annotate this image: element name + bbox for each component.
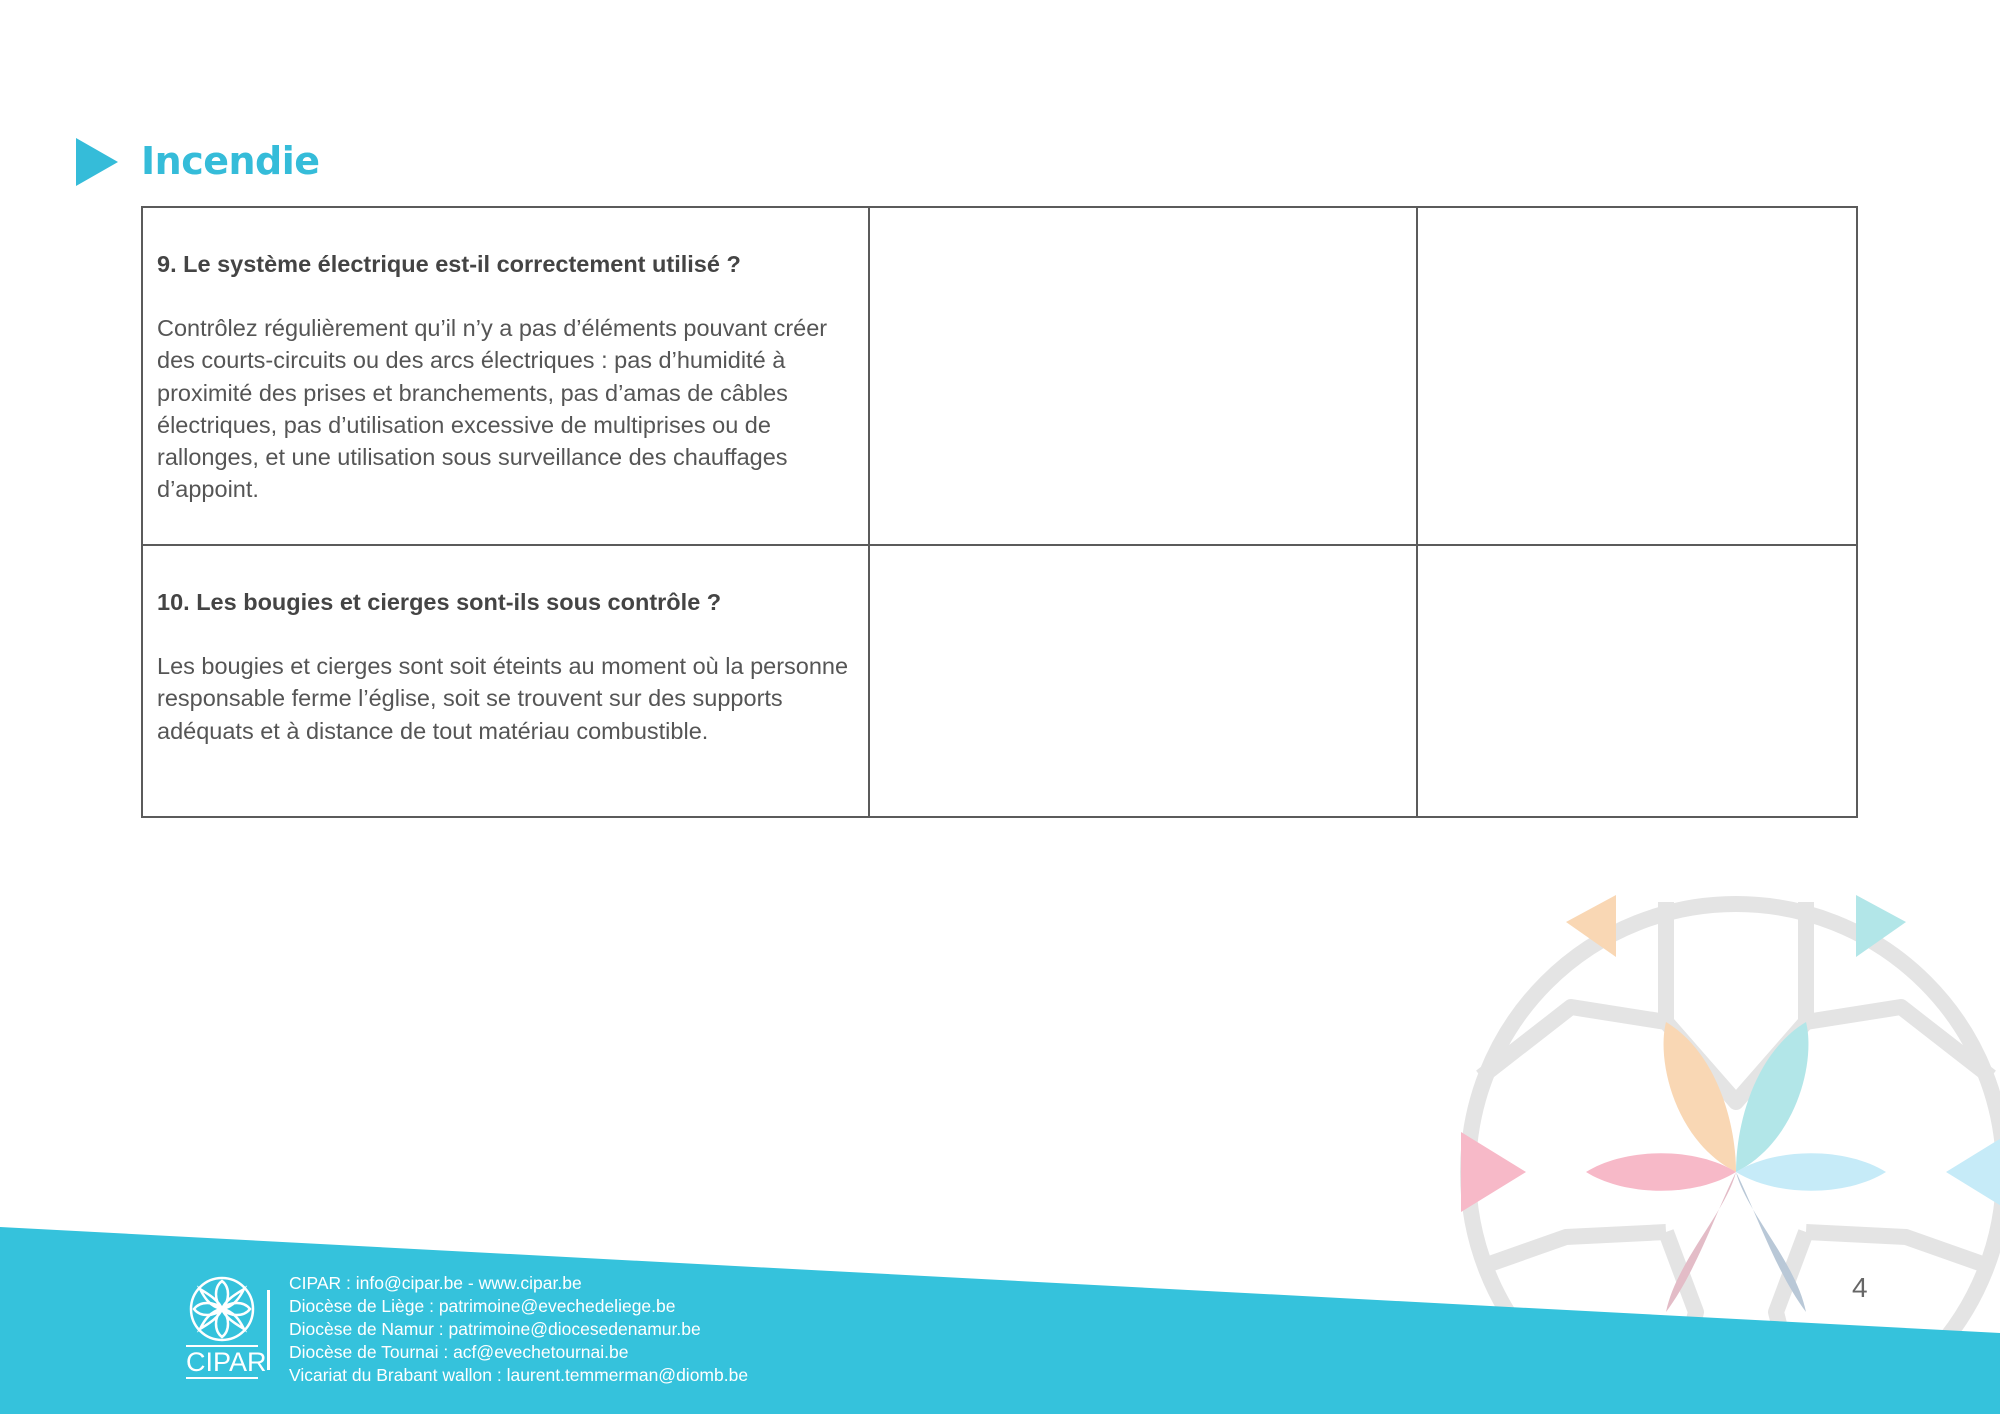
answer-cell[interactable] [869,207,1418,545]
answer-cell[interactable] [869,545,1418,817]
footer-contact-line: Diocèse de Tournai : acf@evechetournai.be [289,1342,629,1362]
footer-contact-line: CIPAR : info@cipar.be - www.cipar.be [289,1273,582,1293]
footer-divider [267,1290,270,1370]
cipar-rosette-icon [188,1275,256,1343]
question-title: 9. Le système électrique est-il correctement utilisé ? [157,251,741,277]
table-row [142,545,1857,817]
footer-contact-line: Diocèse de Namur : patrimoine@diocesedenamur.be [289,1319,701,1339]
footer-contacts [289,1272,748,1387]
question-description: Les bougies et cierges sont soit éteints au moment où la personne responsable ferme l’église, soit se trouvent sur des supports adéquats et à distance de tout matériau combustible. [157,653,849,744]
footer-logo-text: CIPAR [186,1347,267,1377]
question-description: Contrôlez régulièrement qu’il n’y a pas d’éléments pouvant créer des courts-circuits ou des arcs électriques : pas d’humidité à proximité des prises et branchements, pas d’amas de câbles électriques, pas d’utilisation excessive de multiprises ou de rallonges, et une utilisation sous surveillance des chauffages d’appoint. [157,315,828,503]
page-number: 4 [1852,1272,1868,1303]
question-cell [142,207,869,545]
play-triangle-icon [76,138,118,186]
remarks-cell[interactable] [1417,207,1857,545]
question-cell [142,545,869,817]
footer-contact-line: Vicariat du Brabant wallon : laurent.temmerman@diomb.be [289,1365,749,1385]
remarks-cell[interactable] [1417,545,1857,817]
checklist-table [141,206,1858,818]
footer-contact-line: Diocèse de Liège : patrimoine@evechedeliege.be [289,1296,676,1316]
question-title: 10. Les bougies et cierges sont-ils sous contrôle ? [157,589,722,615]
section-title: Incendie [141,139,320,183]
table-row [142,207,1857,545]
